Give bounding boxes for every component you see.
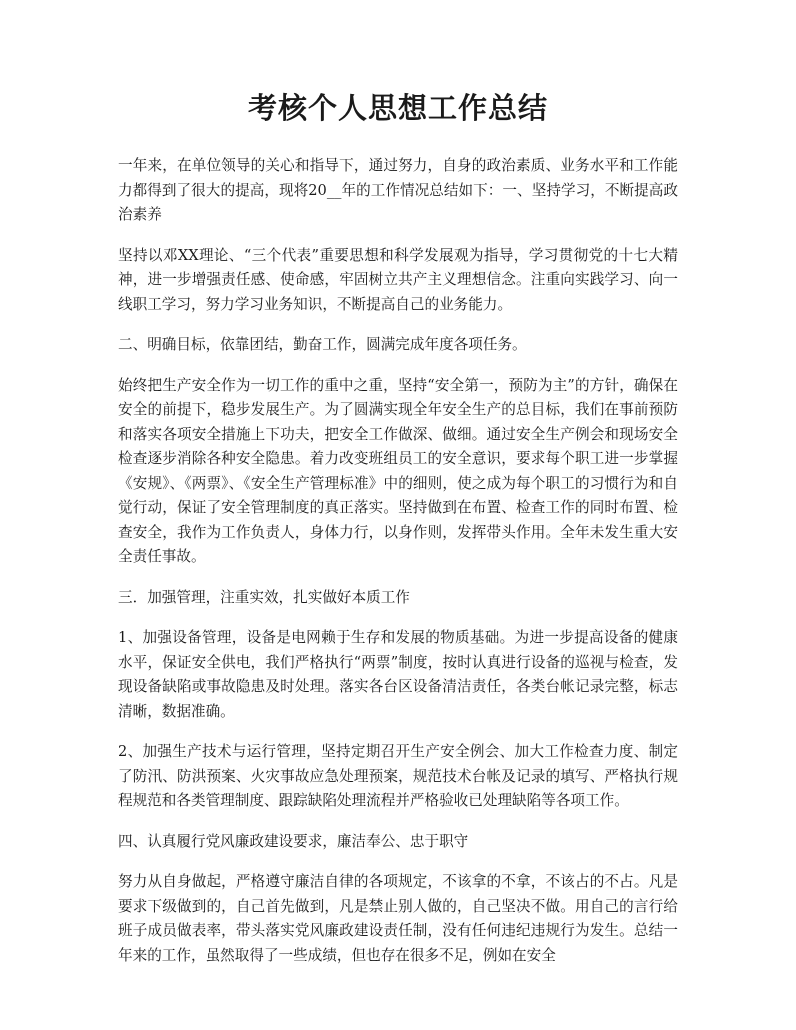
- paragraph-operations: 2、加强生产技术与运行管理，坚持定期召开生产安全例会、加大工作检查力度、制定了防汛、防洪预案、火灾事故应急处理预案，规范技术台帐及记录的填写、严格执行规程规范和各类管理制度、跟踪缺陷处理流程并严格验收已处理缺陷等各项工作。: [118, 743, 678, 809]
- paragraph-safety: 始终把生产安全作为一切工作的重中之重，坚持“安全第一，预防为主”的方针，确保在安全的前提下，稳步发展生产。为了圆满实现全年安全生产的总目标，我们在事前预防和落实各项安全措施上下功夫，把安全工作做深、做细。通过安全生产例会和现场安全检查逐步消除各种安全隐患。着力改变班组员工的安全意识，要求每个职工进一步掌握《安规》、《两票》、《安全生产管理标准》中的细则，使之成为每个职工的习惯行为和自觉行动，保证了安全管理制度的真正落实。坚持做到在布置、检查工作的同时布置、检查安全，我作为工作负责人，身体力行，以身作则，发挥带头作用。全年未发生重大安全责任事故。: [118, 376, 678, 565]
- paragraph-integrity: 努力从自身做起，严格遵守廉洁自律的各项规定，不该拿的不拿，不该占的不占。凡是要求下级做到的，自己首先做到，凡是禁止别人做的，自己坚决不做。用自己的言行给班子成员做表率，带头落实党风廉政建设责任制，没有任何违纪违规行为发生。总结一年来的工作，虽然取得了一些成绩，但也存在很多不足，例如在安全: [118, 873, 678, 964]
- paragraph-equipment: 1、加强设备管理，设备是电网赖于生存和发展的物质基础。为进一步提高设备的健康水平，保证安全供电，我们严格执行“两票”制度，按时认真进行设备的巡视与检查，发现设备缺陷或事故隐患及时处理。落实各台区设备清洁责任，各类台帐记录完整，标志清晰，数据准确。: [118, 629, 678, 720]
- section-heading-3: 三．加强管理，注重实效，扎实做好本质工作: [118, 588, 410, 606]
- section-heading-4: 四、认真履行党风廉政建设要求，廉洁奉公、忠于职守: [118, 832, 469, 850]
- section-heading-2: 二、明确目标，依靠团结，勤奋工作，圆满完成年度各项任务。: [118, 336, 527, 353]
- paragraph-study: 坚持以邓XX理论、“三个代表”重要思想和科学发展观为指导，学习贯彻党的十七大精神，进一步增强责任感、使命感，牢固树立共产主义理想信念。注重向实践学习、向一线职工学习，努力学习业务知识，不断提高自己的业务能力。: [118, 246, 678, 313]
- paragraph-intro: 一年来，在单位领导的关心和指导下，通过努力，自身的政治素质、业务水平和工作能力都得到了很大的提高，现将20__年的工作情况总结如下：一、坚持学习，不断提高政治素养: [118, 157, 678, 223]
- document-title: 考核个人思想工作总结: [247, 91, 548, 125]
